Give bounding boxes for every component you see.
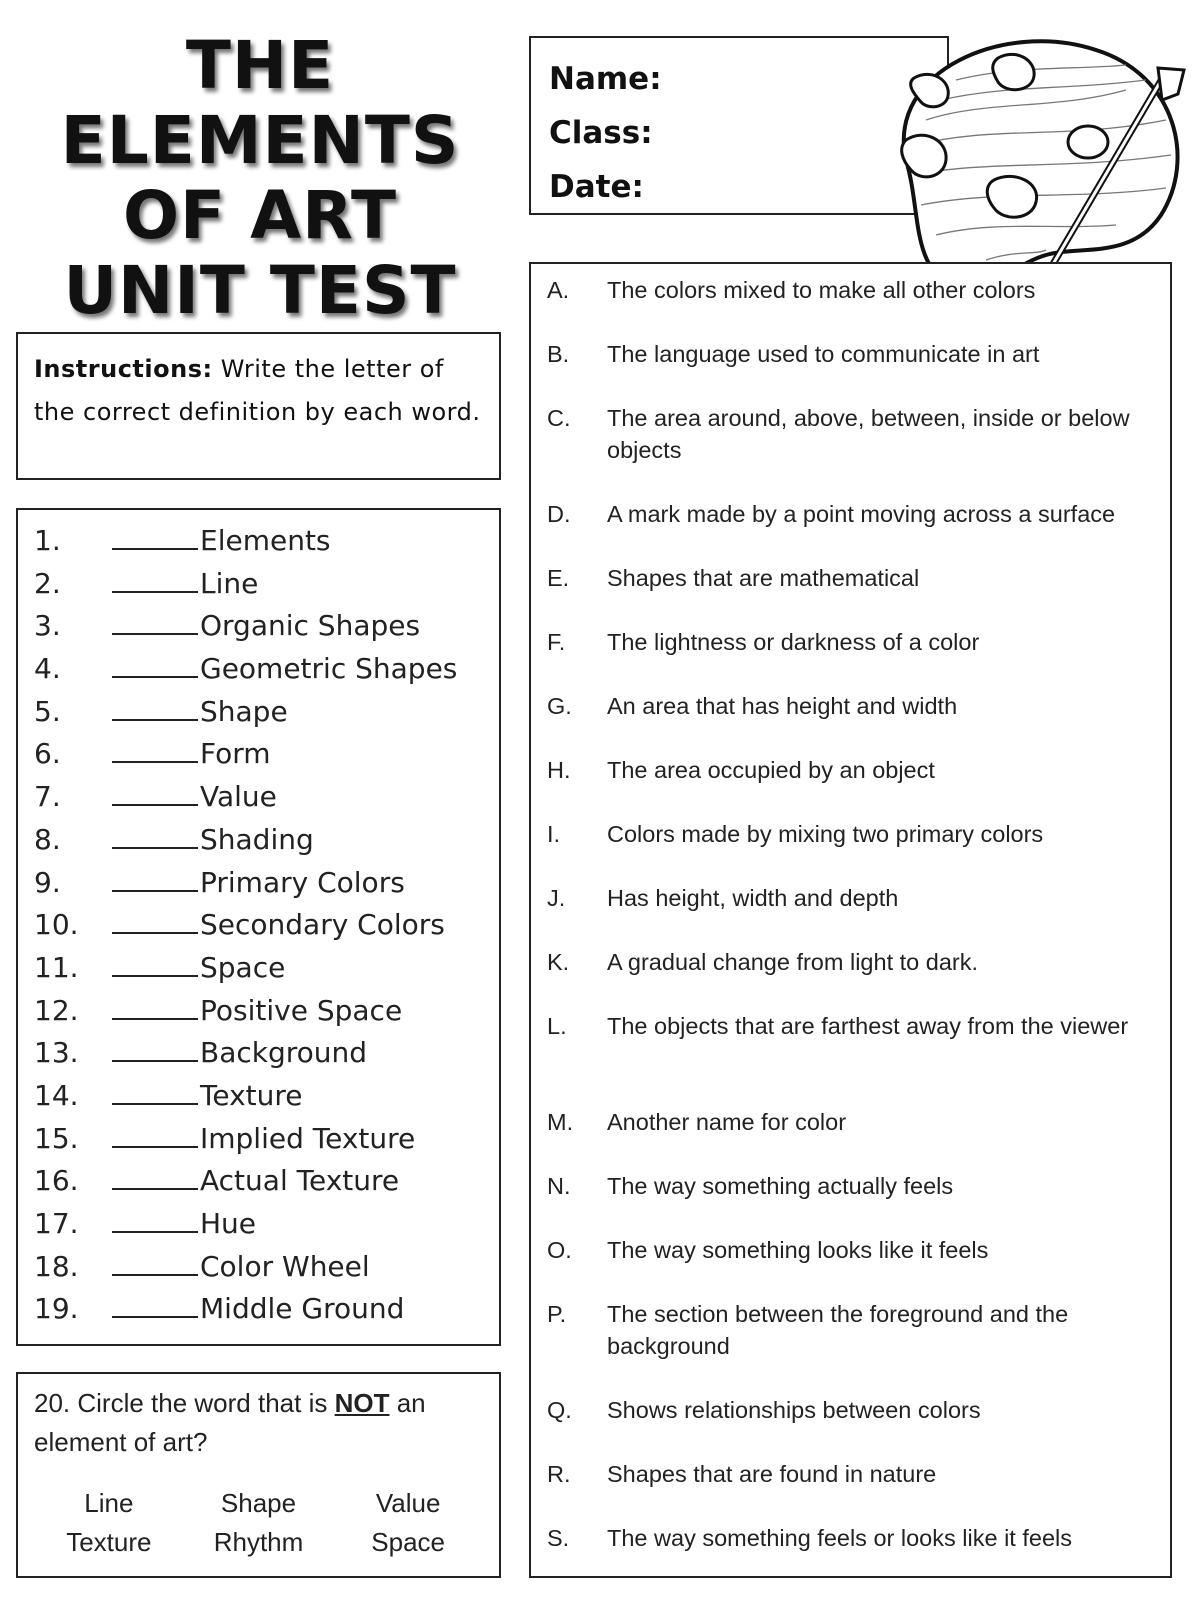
- question-20-prefix: 20. Circle the word that is: [34, 1388, 328, 1418]
- instructions-body: Write the letter of the correct definition by each word.: [34, 355, 481, 426]
- definition-text: Another name for color: [607, 1109, 847, 1135]
- term-label: Shape: [200, 694, 288, 728]
- definition-row: [547, 1106, 1158, 1138]
- term-number: 8.: [34, 822, 61, 856]
- answer-blank[interactable]: [112, 866, 198, 892]
- definition-row: [547, 1170, 1158, 1202]
- definition-letter: K.: [547, 949, 570, 975]
- definition-row: [547, 882, 1158, 914]
- term-label: Elements: [200, 524, 331, 557]
- definition-row: [547, 274, 1158, 306]
- term-row: [34, 567, 499, 610]
- term-label: Form: [200, 737, 271, 771]
- definition-letter: E.: [547, 565, 570, 591]
- definition-text: A gradual change from light to dark.: [607, 949, 978, 975]
- answer-blank[interactable]: [112, 1164, 198, 1190]
- term-row: [34, 951, 499, 994]
- definition-text: Shows relationships between colors: [607, 1397, 981, 1423]
- definition-text: The way something looks like it feels: [607, 1237, 989, 1263]
- term-number: 10.: [34, 908, 79, 942]
- definition-letter: C.: [547, 405, 571, 431]
- definition-letter: D.: [547, 501, 571, 527]
- definition-letter: R.: [547, 1461, 571, 1487]
- definition-letter: B.: [547, 341, 570, 367]
- definition-letter: A.: [547, 277, 570, 303]
- term-row: [34, 1164, 499, 1207]
- answer-blank[interactable]: [112, 609, 198, 635]
- term-row: [34, 1079, 499, 1122]
- term-row: [34, 737, 499, 780]
- definition-letter: I.: [547, 821, 561, 847]
- term-number: 12.: [34, 993, 79, 1027]
- definition-text: A mark made by a point moving across a surface: [607, 501, 1116, 527]
- term-number: 9.: [34, 865, 61, 899]
- term-number: 14.: [34, 1078, 79, 1112]
- term-label: Organic Shapes: [200, 609, 421, 643]
- term-number: 3.: [34, 609, 61, 643]
- choice-space[interactable]: Space: [371, 1527, 446, 1557]
- term-label: Space: [200, 950, 286, 984]
- definition-row: [547, 626, 1158, 658]
- date-label: Date:: [549, 169, 644, 205]
- term-label: Hue: [200, 1207, 257, 1240]
- title-line-3: OF ART: [122, 177, 398, 254]
- term-label: Shading: [200, 822, 314, 856]
- definition-text: Shapes that are mathematical: [607, 565, 920, 591]
- term-number: 1.: [34, 524, 61, 557]
- term-label: Secondary Colors: [200, 908, 445, 942]
- definition-row: [547, 402, 1158, 466]
- term-number: 5.: [34, 694, 61, 728]
- term-row: [34, 652, 499, 695]
- definition-row: [547, 1010, 1158, 1042]
- definition-text: The way something actually feels: [607, 1173, 954, 1199]
- definition-row: [547, 690, 1158, 722]
- answer-blank[interactable]: [112, 994, 198, 1020]
- term-number: 19.: [34, 1292, 79, 1326]
- definition-row: [547, 498, 1158, 530]
- term-label: Texture: [200, 1078, 303, 1112]
- term-label: Value: [200, 780, 277, 814]
- term-number: 18.: [34, 1249, 79, 1283]
- definitions-list: [529, 262, 1172, 1578]
- title-line-2: ELEMENTS: [60, 102, 460, 179]
- definition-text: The section between the foreground and the background: [607, 1301, 1069, 1359]
- term-label: Actual Texture: [200, 1164, 400, 1198]
- answer-blank[interactable]: [112, 652, 198, 678]
- term-number: 7.: [34, 780, 61, 814]
- answer-blank[interactable]: [112, 1292, 198, 1318]
- definition-letter: S.: [547, 1525, 570, 1551]
- definition-text: The language used to communicate in art: [607, 341, 1040, 367]
- term-row: [34, 1207, 499, 1250]
- term-label: Background: [200, 1036, 368, 1070]
- answer-blank[interactable]: [112, 524, 198, 550]
- definition-text: Colors made by mixing two primary colors: [607, 821, 1044, 847]
- term-label: Positive Space: [200, 993, 403, 1027]
- term-label: Color Wheel: [200, 1249, 370, 1283]
- definition-row: [547, 338, 1158, 370]
- term-number: 11.: [34, 950, 79, 984]
- definition-letter: O.: [547, 1237, 572, 1263]
- question-20-box: [16, 1372, 501, 1578]
- definition-letter: M.: [547, 1109, 574, 1135]
- definition-row: [547, 818, 1158, 850]
- answer-blank[interactable]: [112, 780, 198, 806]
- definition-row: [547, 946, 1158, 978]
- term-row: [34, 866, 499, 909]
- class-label: Class:: [549, 115, 653, 151]
- term-row: [34, 524, 499, 567]
- definition-row: [547, 1234, 1158, 1266]
- definition-text: The area occupied by an object: [607, 757, 935, 783]
- choice-texture[interactable]: Texture: [66, 1527, 152, 1557]
- definition-text: Has height, width and depth: [607, 885, 899, 911]
- definition-row: [547, 1394, 1158, 1426]
- definition-text: An area that has height and width: [607, 693, 958, 719]
- page-title: [30, 28, 490, 328]
- answer-blank[interactable]: [112, 737, 198, 763]
- answer-blank[interactable]: [112, 951, 198, 977]
- definition-row: [547, 1522, 1158, 1554]
- term-row: [34, 609, 499, 652]
- term-row: [34, 695, 499, 738]
- term-number: 15.: [34, 1121, 79, 1155]
- definition-text: The colors mixed to make all other colors: [607, 277, 1036, 303]
- term-label: Middle Ground: [200, 1292, 405, 1326]
- term-number: 4.: [34, 652, 61, 686]
- definition-letter: Q.: [547, 1397, 572, 1423]
- answer-blank[interactable]: [112, 1036, 198, 1062]
- instructions-box: [16, 332, 501, 480]
- term-row: [34, 823, 499, 866]
- term-row: [34, 780, 499, 823]
- answer-blank[interactable]: [112, 1079, 198, 1105]
- definition-row: [547, 1458, 1158, 1490]
- answer-blank[interactable]: [112, 1250, 198, 1276]
- choice-shape[interactable]: Shape: [220, 1488, 297, 1518]
- term-number: 13.: [34, 1036, 79, 1070]
- definition-text: Shapes that are found in nature: [607, 1461, 937, 1487]
- question-20-choices: [34, 1484, 483, 1562]
- definition-text: The way something feels or looks like it feels: [607, 1525, 1072, 1551]
- answer-blank[interactable]: [112, 908, 198, 934]
- terms-list: [16, 508, 501, 1346]
- definition-text: The lightness or darkness of a color: [607, 629, 980, 655]
- question-20-emphasis: NOT: [334, 1388, 390, 1418]
- term-label: Line: [200, 566, 259, 600]
- term-row: [34, 908, 499, 951]
- question-20-text: [34, 1384, 483, 1462]
- definition-letter: J.: [547, 885, 566, 911]
- definition-row: [547, 1298, 1158, 1362]
- definition-row: [547, 754, 1158, 786]
- term-label: Geometric Shapes: [200, 652, 458, 686]
- answer-blank[interactable]: [112, 1122, 198, 1148]
- definition-letter: N.: [547, 1173, 571, 1199]
- definition-text: The objects that are farthest away from the viewer: [607, 1013, 1129, 1039]
- term-number: 16.: [34, 1164, 79, 1198]
- choice-rhythm[interactable]: Rhythm: [213, 1527, 304, 1557]
- answer-blank[interactable]: [112, 695, 198, 721]
- definition-text: The area around, above, between, inside or below objects: [607, 405, 1130, 463]
- definition-letter: L.: [547, 1013, 567, 1039]
- definition-letter: H.: [547, 757, 571, 783]
- title-line-1: THE: [185, 27, 335, 104]
- term-number: 6.: [34, 737, 61, 771]
- term-row: [34, 1122, 499, 1165]
- term-row: [34, 1250, 499, 1293]
- choice-value[interactable]: Value: [375, 1488, 441, 1518]
- term-row: [34, 1036, 499, 1079]
- answer-blank[interactable]: [112, 567, 198, 593]
- definition-row: [547, 562, 1158, 594]
- definition-letter: F.: [547, 629, 566, 655]
- term-label: Primary Colors: [200, 865, 405, 899]
- name-label: Name:: [549, 61, 662, 97]
- question-20-suffix: an element of art?: [34, 1388, 426, 1457]
- definition-letter: G.: [547, 693, 572, 719]
- definition-letter: P.: [547, 1301, 567, 1327]
- term-number: 2.: [34, 566, 61, 600]
- title-line-4: UNIT TEST: [63, 252, 457, 329]
- term-label: Implied Texture: [200, 1121, 416, 1155]
- choice-line[interactable]: Line: [84, 1488, 134, 1518]
- answer-blank[interactable]: [112, 1207, 198, 1233]
- term-row: [34, 1292, 499, 1335]
- term-number: 17.: [34, 1207, 79, 1240]
- instructions-lead: Instructions:: [34, 355, 213, 383]
- answer-blank[interactable]: [112, 823, 198, 849]
- term-row: [34, 994, 499, 1037]
